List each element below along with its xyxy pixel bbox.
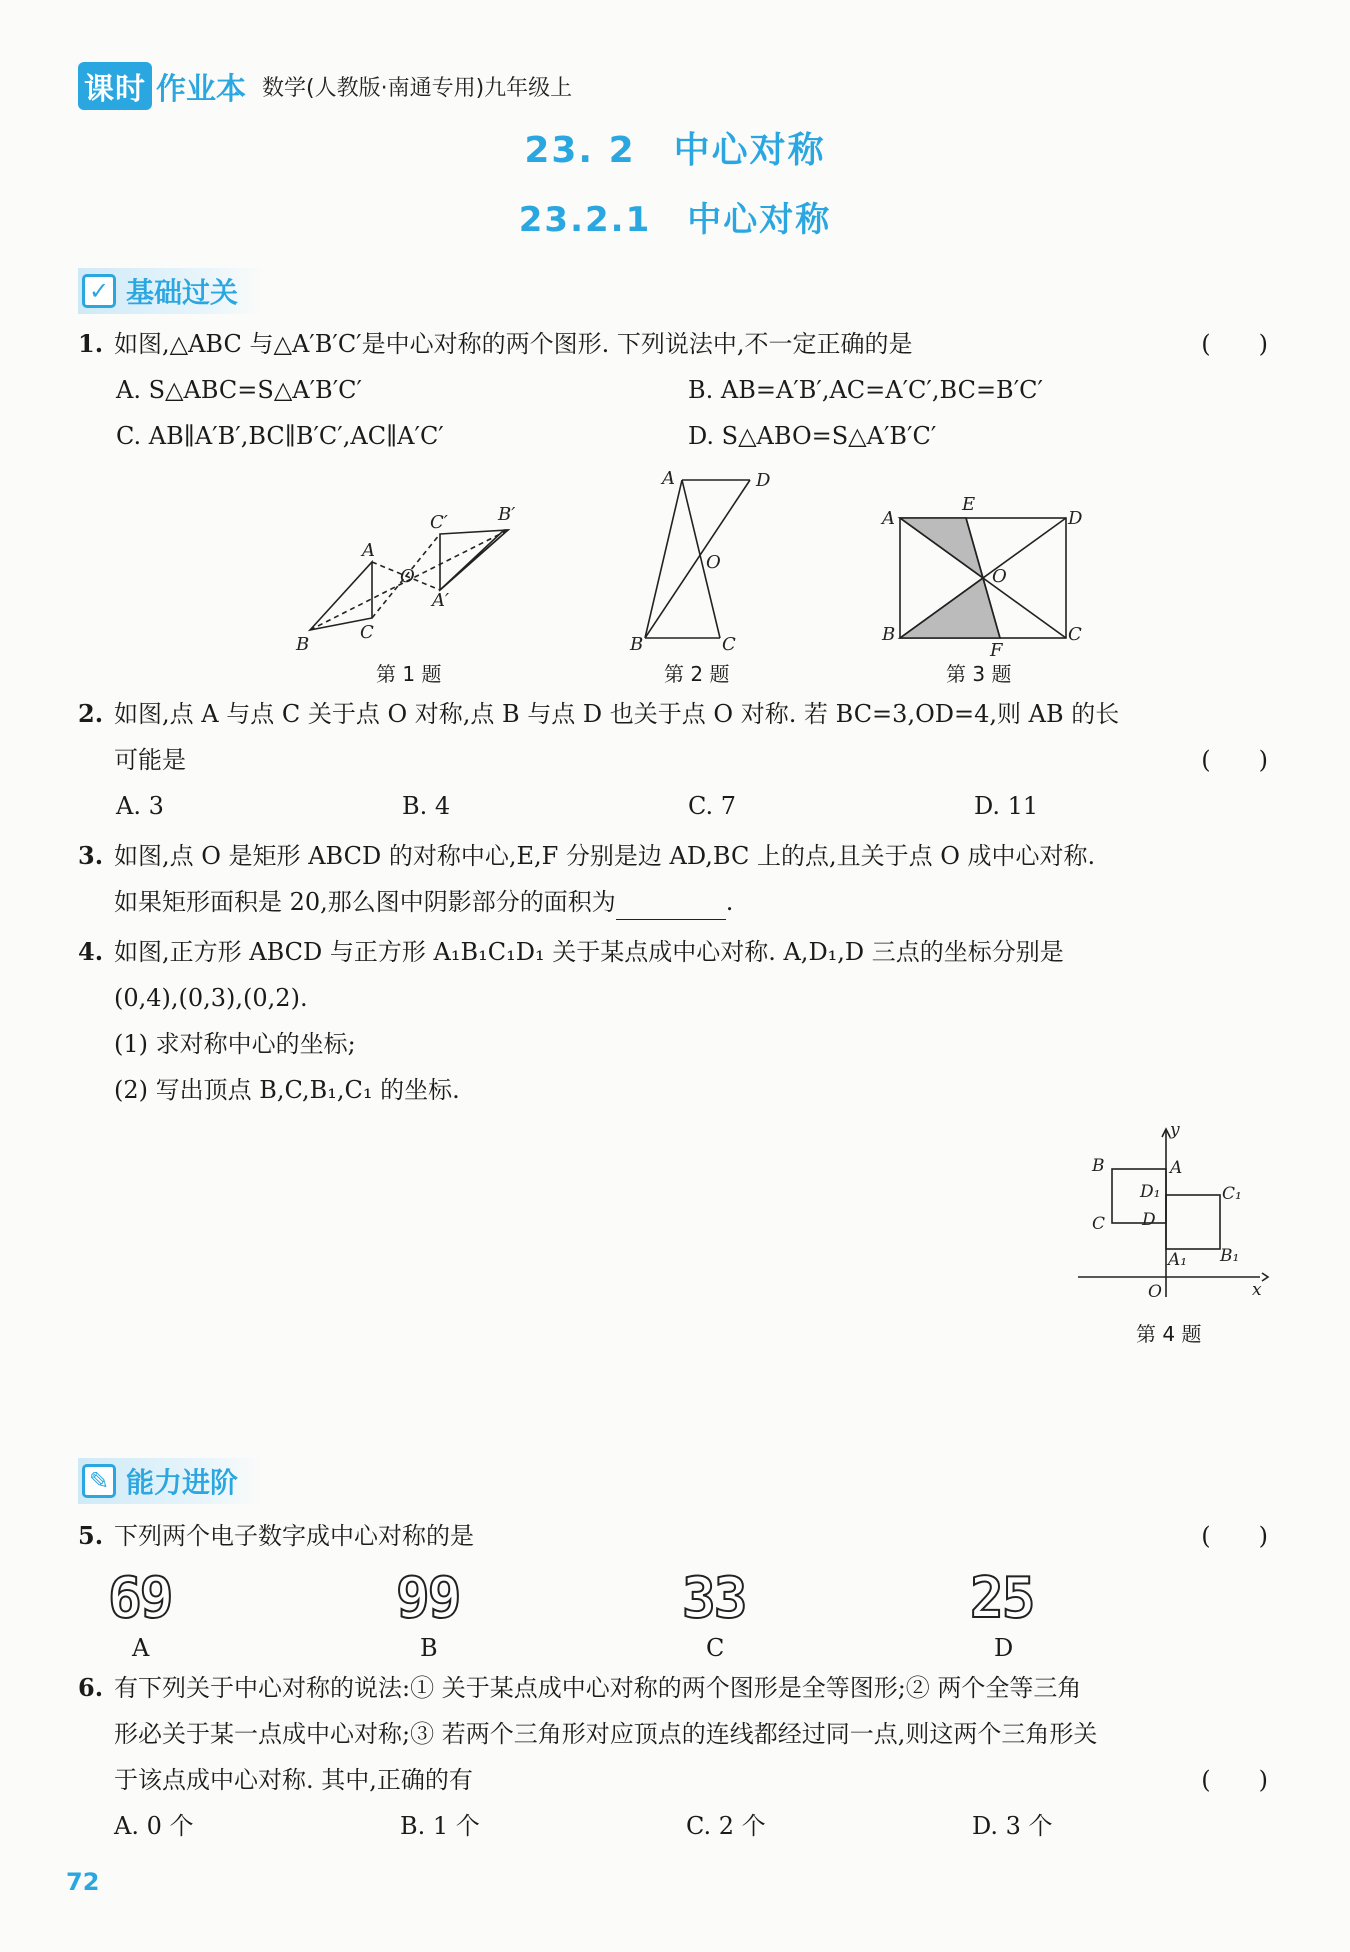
svg-text:A: A [1170, 1158, 1183, 1178]
label-d: D [994, 1634, 1014, 1662]
question-4 [78, 934, 1268, 1118]
option-d: D. S△ABO=S△A′B′C′ [688, 422, 937, 450]
question-5 [78, 1518, 1268, 1564]
option-a: A. 0 个 [114, 1812, 194, 1840]
svg-text:A: A [882, 508, 895, 529]
option-d: D. 3 个 [972, 1812, 1053, 1840]
svg-text:B: B [882, 624, 896, 645]
page-header [78, 62, 572, 110]
svg-text:O: O [706, 552, 721, 573]
question-text: 如图,点 O 是矩形 ABCD 的对称中心,E,F 分别是边 AD,BC 上的点,且关于点 O 成中心对称. [114, 842, 1096, 870]
option-c: C. AB∥A′B′,BC∥B′C′,AC∥A′C′ [116, 422, 444, 450]
label-c: C [706, 1634, 725, 1662]
svg-text:D: D [1142, 1210, 1156, 1230]
question-1 [78, 326, 1268, 464]
label-a: A [132, 1634, 150, 1662]
question-number: 4. [78, 937, 104, 966]
svg-text:y: y [1170, 1125, 1180, 1140]
svg-text:A: A [662, 470, 675, 489]
digits-option-a: 69 [108, 1566, 172, 1631]
question-text: 有下列关于中心对称的说法:① 关于某点成中心对称的两个图形是全等图形;② 两个全等三角 [114, 1674, 1082, 1702]
question-3 [78, 838, 1268, 930]
section-basic [78, 268, 262, 314]
svg-text:O: O [1148, 1282, 1162, 1302]
svg-text:C: C [1068, 624, 1082, 645]
brand-logo-box: 课时 [78, 62, 152, 110]
svg-text:B₁: B₁ [1220, 1246, 1240, 1266]
section-title: 23. 2 中心对称 [524, 130, 826, 171]
svg-text:C′: C′ [430, 512, 448, 533]
section-advanced-label: 能力进阶 [126, 1466, 239, 1499]
section-advanced [78, 1458, 262, 1504]
digits-option-b: 99 [396, 1566, 460, 1631]
subsection-title: 23.2.1 中心对称 [518, 200, 832, 240]
svg-text:D₁: D₁ [1140, 1182, 1161, 1202]
figure-3-diagram [900, 518, 1066, 638]
option-b: B. AB=A′B′,AC=A′C′,BC=B′C′ [688, 376, 1043, 404]
svg-text:D: D [1068, 508, 1083, 529]
digits-option-c: 33 [682, 1566, 746, 1631]
checkmark-icon: ✓ [82, 274, 116, 308]
question-text-cont: 可能是 [114, 746, 186, 774]
question-text-cont: 如果矩形面积是 20,那么图中阴影部分的面积为 [114, 888, 616, 916]
question-number: 2. [78, 699, 104, 728]
section-basic-label: 基础过关 [126, 276, 239, 309]
answer-paren: ( ) [1201, 1766, 1268, 1794]
svg-text:B′: B′ [498, 504, 516, 525]
figures-1-3 [290, 470, 1090, 660]
option-d: D. 11 [974, 792, 1039, 820]
figure-1-labels [295, 504, 515, 655]
figure-1-caption: 第 1 题 [376, 662, 442, 686]
answer-paren: ( ) [1201, 330, 1268, 358]
question-text: 如图,点 A 与点 C 关于点 O 对称,点 B 与点 D 也关于点 O 对称. 若 BC=3,OD=4,则 AB 的长 [114, 700, 1120, 728]
svg-text:A: A [362, 540, 375, 561]
question-number: 5. [78, 1521, 104, 1550]
svg-text:F: F [990, 640, 1003, 660]
figure-2-caption: 第 2 题 [664, 662, 730, 686]
svg-text:A′: A′ [432, 590, 450, 611]
svg-text:C₁: C₁ [1222, 1184, 1242, 1204]
question-text: 下列两个电子数字成中心对称的是 [114, 1522, 474, 1550]
question-text-cont: 形必关于某一点成中心对称;③ 若两个三角形对应顶点的连线都经过同一点,则这两个三角形关 [114, 1720, 1098, 1748]
svg-text:E: E [962, 494, 976, 515]
answer-blank[interactable] [616, 893, 726, 920]
svg-text:A₁: A₁ [1168, 1250, 1188, 1270]
svg-text:C: C [1092, 1214, 1106, 1234]
period: . [725, 888, 734, 916]
option-c: C. 2 个 [686, 1812, 766, 1840]
pencil-icon: ✎ [82, 1464, 116, 1498]
answer-paren: ( ) [1201, 746, 1268, 774]
brand-logo-text: 作业本 [156, 72, 246, 107]
question-text: 如图,正方形 ABCD 与正方形 A₁B₁C₁D₁ 关于某点成中心对称. A,D₁,D 三点的坐标分别是 [114, 938, 1064, 966]
svg-text:C: C [360, 622, 374, 643]
svg-text:B: B [1092, 1156, 1105, 1176]
svg-text:B: B [296, 634, 310, 655]
question-2 [78, 696, 1268, 834]
svg-text:O: O [400, 566, 415, 587]
svg-text:O: O [992, 566, 1007, 587]
question-number: 1. [78, 329, 104, 358]
option-a: A. S△ABC=S△A′B′C′ [116, 376, 362, 404]
option-b: B. 4 [402, 792, 451, 820]
subquestion-2: (2) 写出顶点 B,C,B₁,C₁ 的坐标. [114, 1076, 460, 1104]
question-text: 如图,△ABC 与△A′B′C′是中心对称的两个图形. 下列说法中,不一定正确的是 [114, 330, 913, 358]
svg-text:C: C [722, 634, 736, 655]
svg-text:D: D [756, 470, 771, 491]
option-c: C. 7 [688, 792, 737, 820]
figure-4-diagram [1070, 1125, 1270, 1305]
figure-2-diagram [645, 480, 750, 638]
subquestion-1: (1) 求对称中心的坐标; [114, 1030, 356, 1058]
page-number: 72 [66, 1868, 100, 1896]
option-a: A. 3 [116, 792, 164, 820]
question-number: 3. [78, 841, 104, 870]
question-text-cont: 于该点成中心对称. 其中,正确的有 [114, 1766, 473, 1794]
svg-text:x: x [1252, 1280, 1262, 1300]
question-text-cont: (0,4),(0,3),(0,2). [114, 984, 308, 1012]
label-b: B [420, 1634, 438, 1662]
figure-4-caption: 第 4 题 [1136, 1322, 1202, 1346]
svg-text:B: B [630, 634, 644, 655]
question-6 [78, 1670, 1268, 1854]
option-b: B. 1 个 [400, 1812, 480, 1840]
question-number: 6. [78, 1673, 104, 1702]
answer-paren: ( ) [1201, 1522, 1268, 1550]
book-subtitle: 数学(人教版·南通专用)九年级上 [262, 75, 573, 101]
figure-3-caption: 第 3 题 [946, 662, 1012, 686]
figure-2-labels [629, 470, 771, 655]
digits-option-d: 25 [970, 1566, 1034, 1631]
